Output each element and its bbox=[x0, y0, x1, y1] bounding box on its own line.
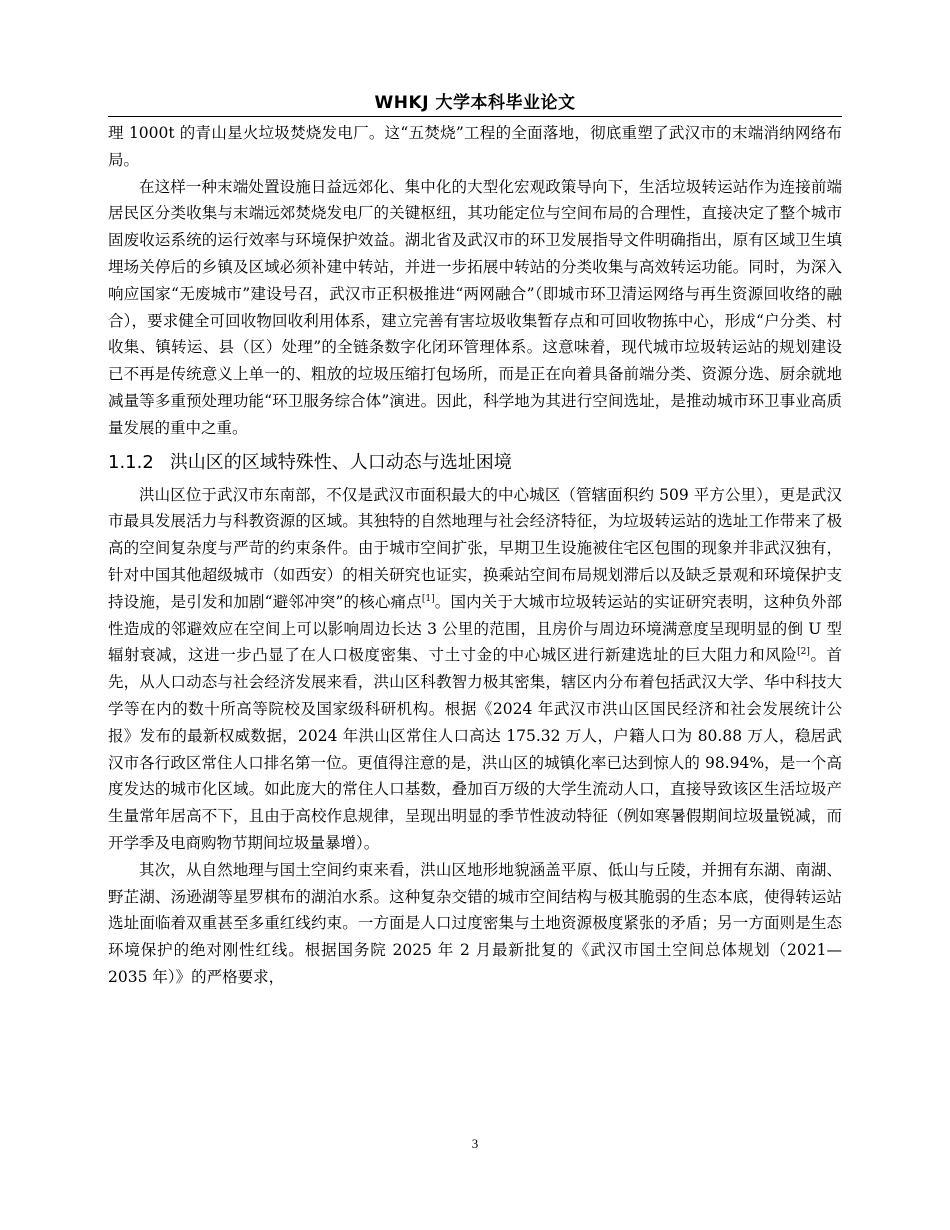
section-heading bbox=[108, 448, 842, 478]
paragraph-policy-context: 在这样一种末端处置设施日益远郊化、集中化的大型化宏观政策导向下，生活垃圾转运站作为连接前端居民区分类收集与末端远郊焚烧发电厂的关键枢纽，其功能定位与空间布局的合理性，直接决定了整个城市固废收运系统的运行效率与环境保护效益。湖北省及武汉市的环卫发展指导文件明确指出，原有区域卫生填埋场关停后的乡镇及区域必须补建中转站，并进一步拓展中转站的分类收集与高效转运功能。同时，为深入响应国家“无废城市”建设号召，武汉市正积极推进“两网融合”（即城市环卫清运网络与再生资源回收络的融合），要求健全可回收物回收利用体系，建立完善有害垃圾收集暂存点和可回收物拣中心，形成“户分类、村收集、镇转运、县（区）处理”的全链条数字化闭环管理体系。这意味着，现代城市垃圾转运站的规划建设已不再是传统意义上单一的、粗放的垃圾压缩打包场所，而是正在向着具备前端分类、资源分选、厨余就地减量等多重预处理功能“环卫服务综合体”演进。因此，科学地为其进行空间选址，是推动城市环卫事业高质量发展的重中之重。 bbox=[108, 177, 842, 437]
paragraph-text-segment: 洪山区位于武汉市东南部，不仅是武汉市面积最大的中心城区（管辖面积约 509 平方公里），更是武汉市最具发展活力与科教资源的区域。其独特的自然地理与社会经济特征，为垃圾转运站的选址工作带来了极高的空间复杂度与严苛的约束条件。由于城市空间扩张，早期卫生设施被住宅区包围的现象并非武汉独有，针对中国其他超级城市（如西安）的相关研究也证实，换乘站空间布局规划滞后以及缺乏景观和环境保护支持设施，是引发和加剧“避邻冲突”的核心痛点 bbox=[108, 485, 842, 611]
running-header: WHKJ 大学本科毕业论文 bbox=[374, 93, 576, 113]
citation-ref-2[interactable]: [2] bbox=[797, 647, 810, 658]
page-number: 3 bbox=[471, 1136, 479, 1151]
paragraph-continued: 理 1000t 的青山星火垃圾焚烧发电厂。这“五焚烧”工程的全面落地，彻底重塑了武汉市的末端消纳网络布局。 bbox=[108, 124, 842, 169]
paragraph-text-segment: 。国内关于大城市垃圾转运站的实证研究表明，这种负外部性造成的邻避效应在空间上可以影响周边长达 3 公里的范围，且房价与周边环境满意度呈现明显的倒 U 型辐射衰减，这进一步凸显了在人口极度密集、寸土寸金的中心城区进行新建选址的巨大阻力和风险 bbox=[108, 592, 842, 665]
header-rule bbox=[108, 116, 842, 117]
paragraph-geography-constraints: 其次，从自然地理与国土空间约束来看，洪山区地形地貌涵盖平原、低山与丘陵，并拥有东湖、南湖、野芷湖、汤逊湖等星罗棋布的湖泊水系。这种复杂交错的城市空间结构与极其脆弱的生态本底，使得转运站选址面临着双重甚至多重红线约束。一方面是人口过度密集与土地资源极度紧张的矛盾；另一方面则是生态环境保护的绝对刚性红线。根据国务院 2025 年 2 月最新批复的《武汉市国土空间总体规划（2021—2035 年）》的严格要求， bbox=[108, 860, 842, 986]
citation-ref-1[interactable]: [1] bbox=[421, 593, 435, 604]
section-number: 1.1.2 bbox=[108, 451, 154, 473]
section-title: 洪山区的区域特殊性、人口动态与选址困境 bbox=[169, 451, 512, 473]
body-text bbox=[108, 120, 842, 991]
paragraph-hongshan-district bbox=[108, 482, 842, 857]
paragraph-text-segment: 。首先，从人口动态与社会经济发展来看，洪山区科教智力极其密集，辖区内分布着包括武汉大学、华中科技大学等在内的数十所高等院校及国家级科研机构。根据《2024 年武汉市洪山区国民经济和社会发展统计公报》发布的最新权威数据，2024 年洪山区常住人口高达 175.32 万人，户籍人口为 80.88 万人，稳居武汉市各行政区常住人口排名第一位。更值得注意的是，洪山区的城镇化率已达到惊人的 98.94%，是一个高度发达的城市化区域。如此庞大的常住人口基数，叠加百万级的大学生流动人口，直接导致该区生活垃圾产生量常年居高不下，且由于高校作息规律，呈现出明显的季节性波动特征（例如寒暑假期间垃圾量锐减，而开学季及电商购物节期间垃圾量暴增）。 bbox=[108, 646, 842, 852]
